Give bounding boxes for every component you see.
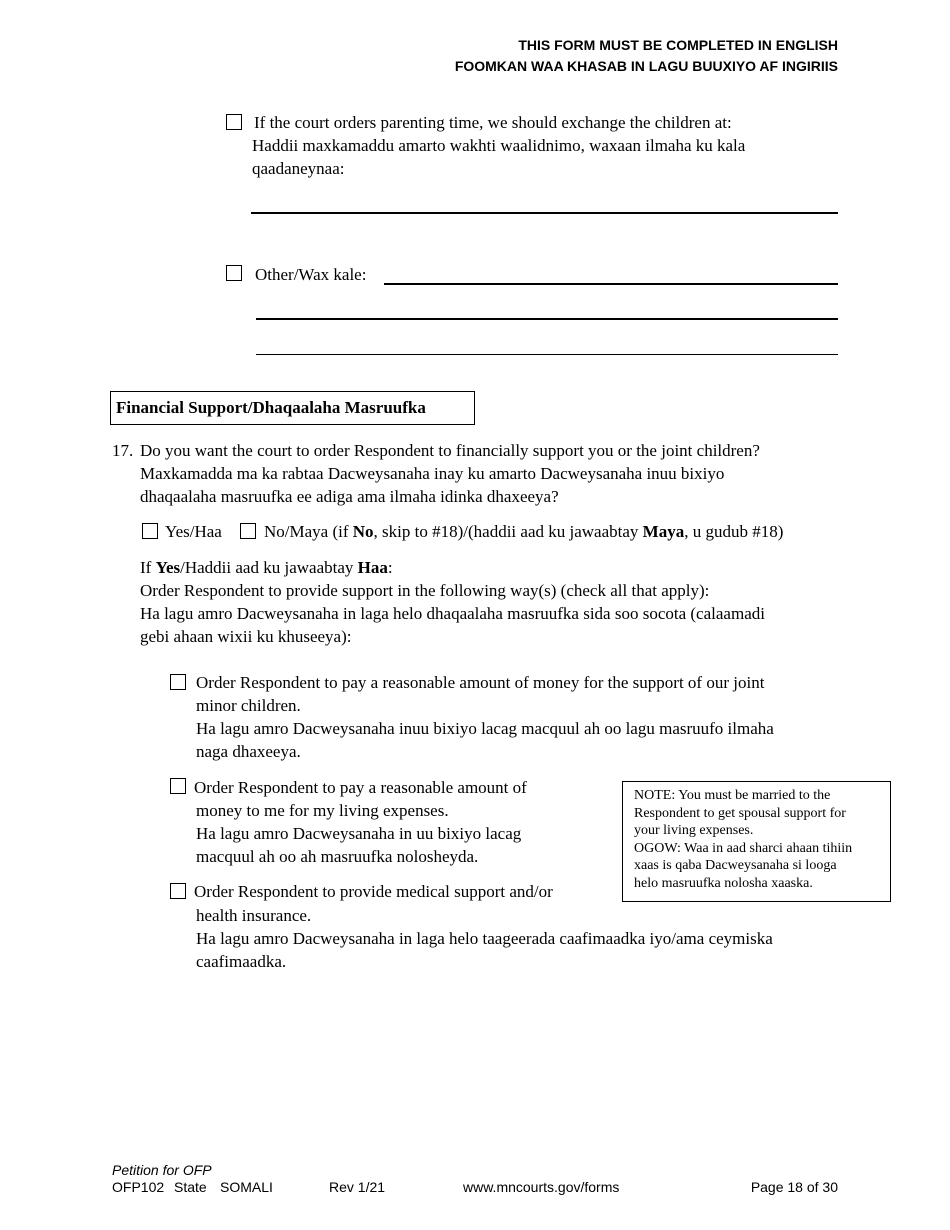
medical-support-so: Ha lagu amro Dacweysanaha in laga helo taageerada caafimaadka iyo/ama ceymiska	[196, 929, 773, 948]
no-label: No/Maya	[264, 522, 329, 541]
footer-page-number: Page 18 of 30	[750, 1179, 838, 1195]
note-line-3: your living expenses.	[634, 823, 754, 839]
form-header-somali: FOOMKAN WAA KHASAB IN LAGU BUUXIYO AF INGIRIIS	[454, 58, 838, 74]
note-line-4: OGOW: Waa in aad sharci ahaan tihiin	[634, 840, 853, 856]
order-instructions-so: Ha lagu amro Dacweysanaha in laga helo dhaqaalaha masruufka sida soo socota (calaamadi	[140, 604, 765, 623]
child-support-en: Order Respondent to pay a reasonable amount of money for the support of our joint	[196, 673, 765, 692]
exchange-label-en: If the court orders parenting time, we should exchange the children at:	[254, 113, 732, 132]
order-instructions-so-cont: gebi ahaan wixii ku khuseeya):	[140, 627, 352, 646]
exchange-location-input-line[interactable]	[251, 212, 838, 214]
question-number: 17.	[112, 441, 134, 460]
other-label: Other/Wax kale:	[255, 265, 367, 284]
question-17-en: Do you want the court to order Respondent to financially support you or the joint children?	[140, 441, 760, 460]
form-header-english: THIS FORM MUST BE COMPLETED IN ENGLISH	[518, 37, 838, 53]
footer-form-title: Petition for OFP	[112, 1162, 212, 1178]
footer-language: SOMALI	[220, 1179, 273, 1195]
skip-text-no: No	[352, 522, 374, 541]
question-17-so: Maxkamadda ma ka rabtaa Dacweysanaha inay ku amarto Dacweysanaha inuu bixiyo	[140, 464, 725, 483]
other-input-line-3[interactable]	[256, 354, 838, 355]
if-yes-c: /Haddii aad ku jawaabtay	[180, 558, 358, 577]
yes-label: Yes/Haa	[165, 522, 222, 541]
if-yes-a: If	[140, 558, 156, 577]
other-checkbox[interactable]	[226, 265, 242, 281]
other-input-line-1[interactable]	[384, 283, 838, 285]
note-line-5: xaas is qaba Dacweysanaha si looga	[634, 858, 837, 874]
exchange-location-checkbox[interactable]	[226, 114, 242, 130]
if-yes-d: Haa	[357, 558, 388, 577]
exchange-label-so-cont: qaadaneynaa:	[252, 159, 345, 178]
spousal-support-note	[622, 781, 891, 902]
child-support-checkbox[interactable]	[170, 674, 186, 690]
medical-support-en: Order Respondent to provide medical support and/or	[194, 882, 553, 901]
child-support-so: Ha lagu amro Dacweysanaha inuu bixiyo lacag macquul ah oo lagu masruufo ilmaha	[196, 719, 774, 738]
child-support-so-cont: naga dhaxeeya.	[196, 742, 301, 761]
spousal-support-en: Order Respondent to pay a reasonable amount of	[194, 778, 527, 797]
no-checkbox[interactable]	[240, 523, 256, 539]
spousal-support-en-cont: money to me for my living expenses.	[196, 801, 449, 820]
section-heading-financial-support: Financial Support/Dhaqaalaha Masruufka	[110, 391, 475, 425]
medical-support-checkbox[interactable]	[170, 883, 186, 899]
no-label-with-skip-instruction	[264, 520, 783, 543]
skip-text-c: , skip to #18)/(haddii aad ku jawaabtay	[373, 522, 643, 541]
note-line-6: helo masruufka nolosha xaaska.	[634, 875, 813, 891]
spousal-support-checkbox[interactable]	[170, 778, 186, 794]
footer-revision: Rev 1/21	[329, 1179, 386, 1195]
medical-support-so-cont: caafimaadka.	[196, 952, 287, 971]
medical-support-en-cont: health insurance.	[196, 906, 312, 925]
skip-text-a: (if	[328, 522, 353, 541]
if-yes-heading	[140, 556, 393, 579]
question-17-so-cont: dhaqaalaha masruufka ee adiga ama ilmaha idinka dhaxeeya?	[140, 487, 559, 506]
spousal-support-so: Ha lagu amro Dacweysanaha in uu bixiyo lacag	[196, 824, 522, 843]
if-yes-b: Yes	[155, 558, 181, 577]
order-instructions-en: Order Respondent to provide support in the following way(s) (check all that apply):	[140, 581, 710, 600]
footer-url[interactable]: www.mncourts.gov/forms	[463, 1179, 620, 1195]
exchange-label-so: Haddii maxkamaddu amarto wakhti waalidnimo, waxaan ilmaha ku kala	[252, 136, 746, 155]
child-support-en-cont: minor children.	[196, 696, 301, 715]
spousal-support-so-cont: macquul ah oo ah masruufka nolosheyda.	[196, 847, 479, 866]
if-yes-e: :	[387, 558, 393, 577]
yes-checkbox[interactable]	[142, 523, 158, 539]
footer-form-code: OFP102	[112, 1179, 165, 1195]
skip-text-e: , u gudub #18)	[684, 522, 784, 541]
note-line-2: Respondent to get spousal support for	[634, 805, 846, 821]
note-line-1: NOTE: You must be married to the	[634, 788, 831, 803]
footer-state: State	[174, 1179, 207, 1195]
skip-text-maya: Maya	[642, 522, 685, 541]
other-input-line-2[interactable]	[256, 318, 838, 320]
